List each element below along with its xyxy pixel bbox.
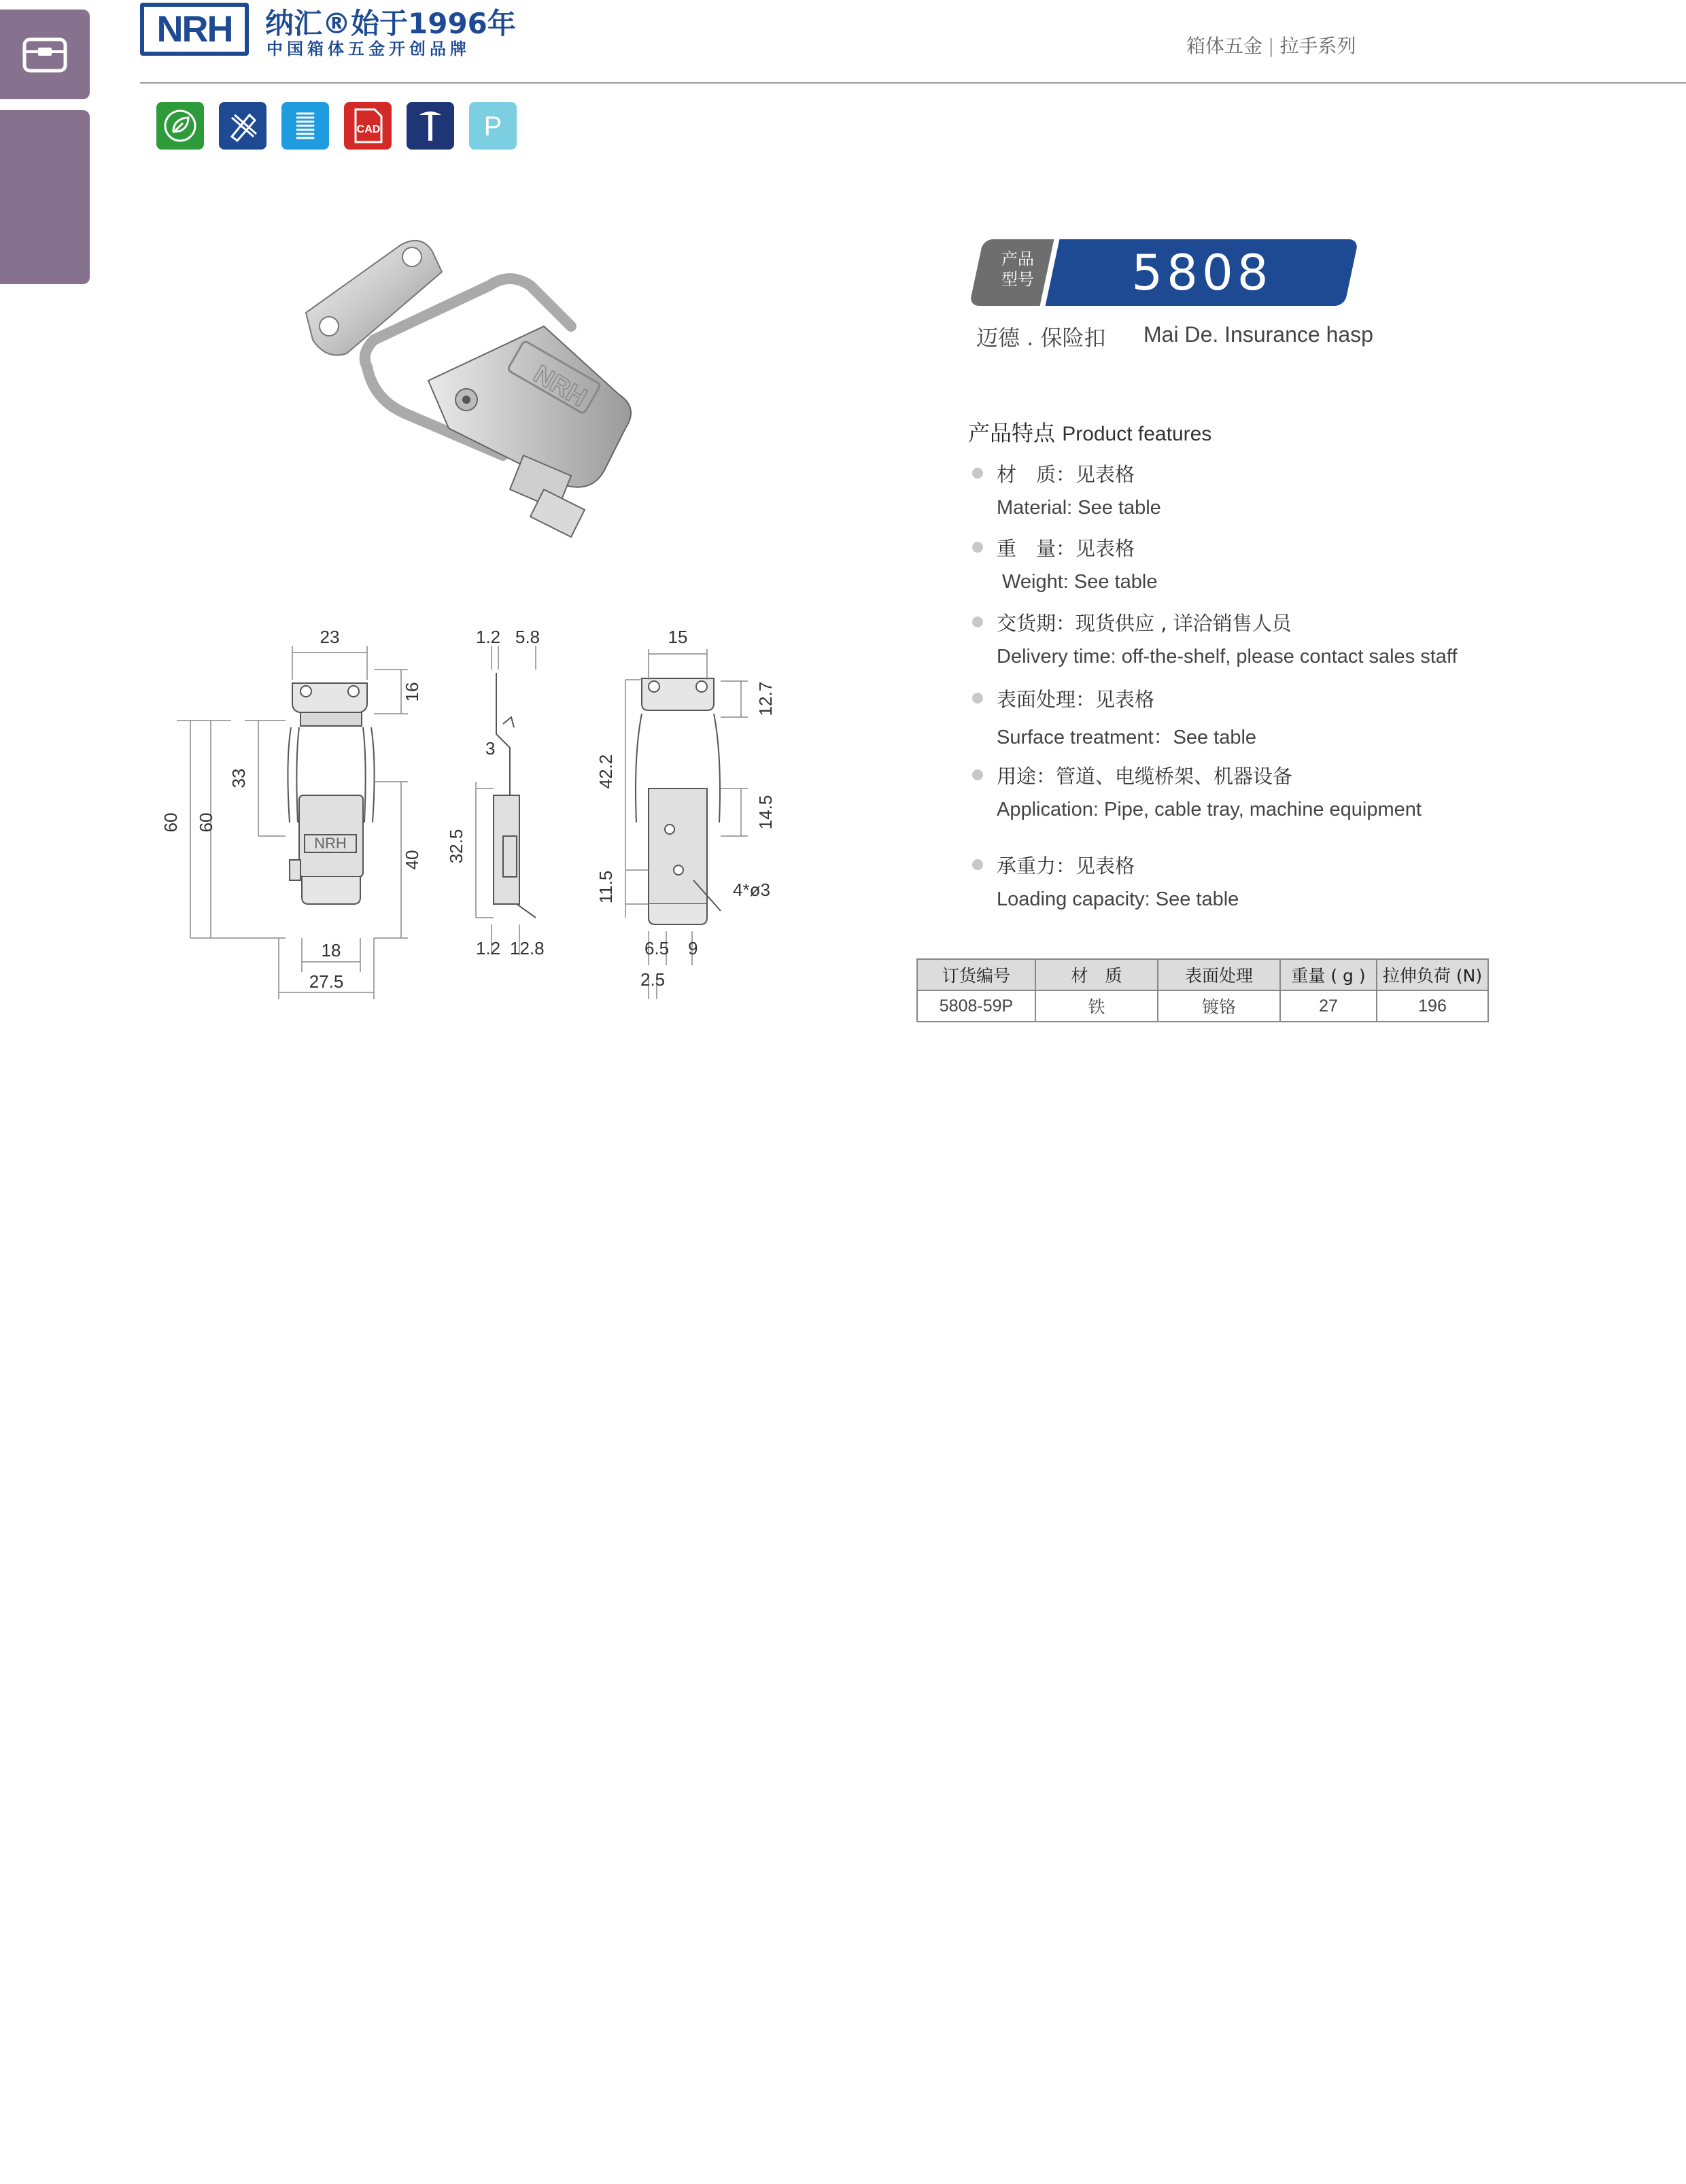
- table-cell: 5808-59P: [917, 990, 1035, 1022]
- feature-item-cn: 材 质：见表格: [972, 460, 1161, 487]
- feature-item-cn: 重 量：见表格: [972, 534, 1157, 561]
- model-number: 5808: [1131, 244, 1273, 301]
- table-header-cell: 材 质: [1035, 959, 1158, 990]
- dim-label: 3: [485, 738, 496, 759]
- dim-label: 1.2: [476, 938, 501, 958]
- side-view: [494, 673, 536, 918]
- feature-icon-row: [156, 102, 517, 150]
- p-label: P: [483, 111, 502, 141]
- chapter-side-panel: [0, 110, 90, 284]
- cad-file-icon[interactable]: [344, 102, 392, 150]
- feature-item: [972, 851, 1239, 911]
- dim-label: 33: [228, 768, 249, 788]
- table-header-cell: 订货编号: [917, 959, 1035, 990]
- table-cell: 27: [1280, 990, 1377, 1022]
- feature-item-cn: 用途：管道、电缆桥架、机器设备: [972, 761, 1422, 789]
- table-cell: 铁: [1035, 990, 1158, 1022]
- table-header-cell: 重量 ( g ): [1280, 959, 1377, 990]
- dim-label: 1.2: [476, 627, 501, 647]
- dim-label: 32.5: [446, 829, 466, 864]
- pencil-ruler-icon[interactable]: [219, 102, 266, 150]
- table-header-row: [917, 959, 1488, 990]
- dim-label: 27.5: [309, 971, 344, 992]
- breadcrumb-separator: |: [1268, 35, 1275, 57]
- p-icon[interactable]: [469, 102, 517, 150]
- dim-label: 60: [196, 812, 216, 833]
- product-name-en: Mai De. Insurance hasp: [1143, 322, 1373, 347]
- brand-slogan: 纳汇®始于1996年: [265, 7, 516, 40]
- dim-label: 15: [668, 627, 688, 647]
- dim-label: 16: [402, 682, 422, 702]
- brand-tagline: 中国箱体五金开创品牌: [266, 39, 470, 58]
- spring-icon[interactable]: [281, 102, 329, 150]
- spec-table: [916, 958, 1489, 1022]
- technical-drawing: [150, 619, 802, 1026]
- feature-item: [972, 608, 1458, 668]
- cad-label: CAD: [356, 124, 381, 135]
- dim-label: 12.8: [510, 938, 545, 958]
- embossed-logo: NRH: [528, 360, 591, 413]
- feature-item-cn: 承重力：见表格: [972, 851, 1239, 879]
- breadcrumb: [1186, 31, 1356, 58]
- dim-label: 11.5: [596, 870, 616, 904]
- back-view: [636, 678, 721, 924]
- feature-item: [972, 761, 1422, 821]
- front-view-logo: NRH: [314, 835, 347, 852]
- table-header-cell: 表面处理: [1158, 959, 1280, 990]
- dim-label: 6.5: [644, 938, 670, 958]
- feature-item-en: Surface treatment：See table: [997, 727, 1257, 748]
- feature-item: [972, 534, 1157, 593]
- feature-item-en: Material: See table: [997, 497, 1161, 519]
- dim-label: 18: [321, 940, 341, 960]
- feature-item-en: Application: Pipe, cable tray, machine equipment: [997, 799, 1422, 820]
- table-row: [917, 990, 1488, 1022]
- table-cell: 196: [1377, 990, 1488, 1022]
- feature-item-en: Delivery time: off-the-shelf, please contact sales staff: [997, 646, 1458, 668]
- table-header-cell: 拉伸负荷 (N): [1377, 959, 1488, 990]
- dim-label: 4*ø3: [733, 880, 770, 900]
- feature-item: [972, 460, 1161, 519]
- feature-item-en: Loading capacity: See table: [997, 888, 1239, 910]
- breadcrumb-item[interactable]: 拉手系列: [1279, 35, 1356, 57]
- feature-item-en: Weight: See table: [997, 571, 1158, 593]
- features-title: [968, 416, 1211, 447]
- dim-label: 5.8: [515, 627, 540, 647]
- dim-label: 9: [688, 938, 698, 958]
- case-icon: [0, 10, 90, 99]
- dim-label: 2.5: [640, 969, 666, 990]
- dim-label: 42.2: [596, 754, 616, 789]
- feature-item: [972, 684, 1256, 750]
- brand-logo: NRH: [140, 3, 249, 56]
- features-title-cn: 产品特点: [968, 420, 1056, 446]
- feature-item-cn: 表面处理：见表格: [972, 684, 1256, 712]
- rivet-icon[interactable]: [407, 102, 454, 150]
- features-title-en: Product features: [1062, 423, 1212, 445]
- dim-label: 60: [160, 812, 181, 833]
- dim-label: 12.7: [755, 681, 776, 716]
- dim-label: 23: [320, 627, 340, 647]
- dim-label: 40: [402, 850, 422, 870]
- front-view: [288, 683, 374, 904]
- product-photo: [286, 224, 775, 578]
- table-cell: 镀铬: [1158, 990, 1280, 1022]
- leaf-icon[interactable]: [156, 102, 204, 150]
- dim-label: 14.5: [755, 795, 776, 830]
- header-divider: [140, 82, 1686, 84]
- model-label-text: 产品型号: [1001, 249, 1034, 289]
- chapter-tab[interactable]: [0, 10, 90, 99]
- feature-item-cn: 交货期：现货供应 , 详洽销售人员: [972, 608, 1458, 636]
- product-name-cn: 迈德 . 保险扣: [976, 325, 1106, 351]
- breadcrumb-item[interactable]: 箱体五金: [1186, 35, 1263, 57]
